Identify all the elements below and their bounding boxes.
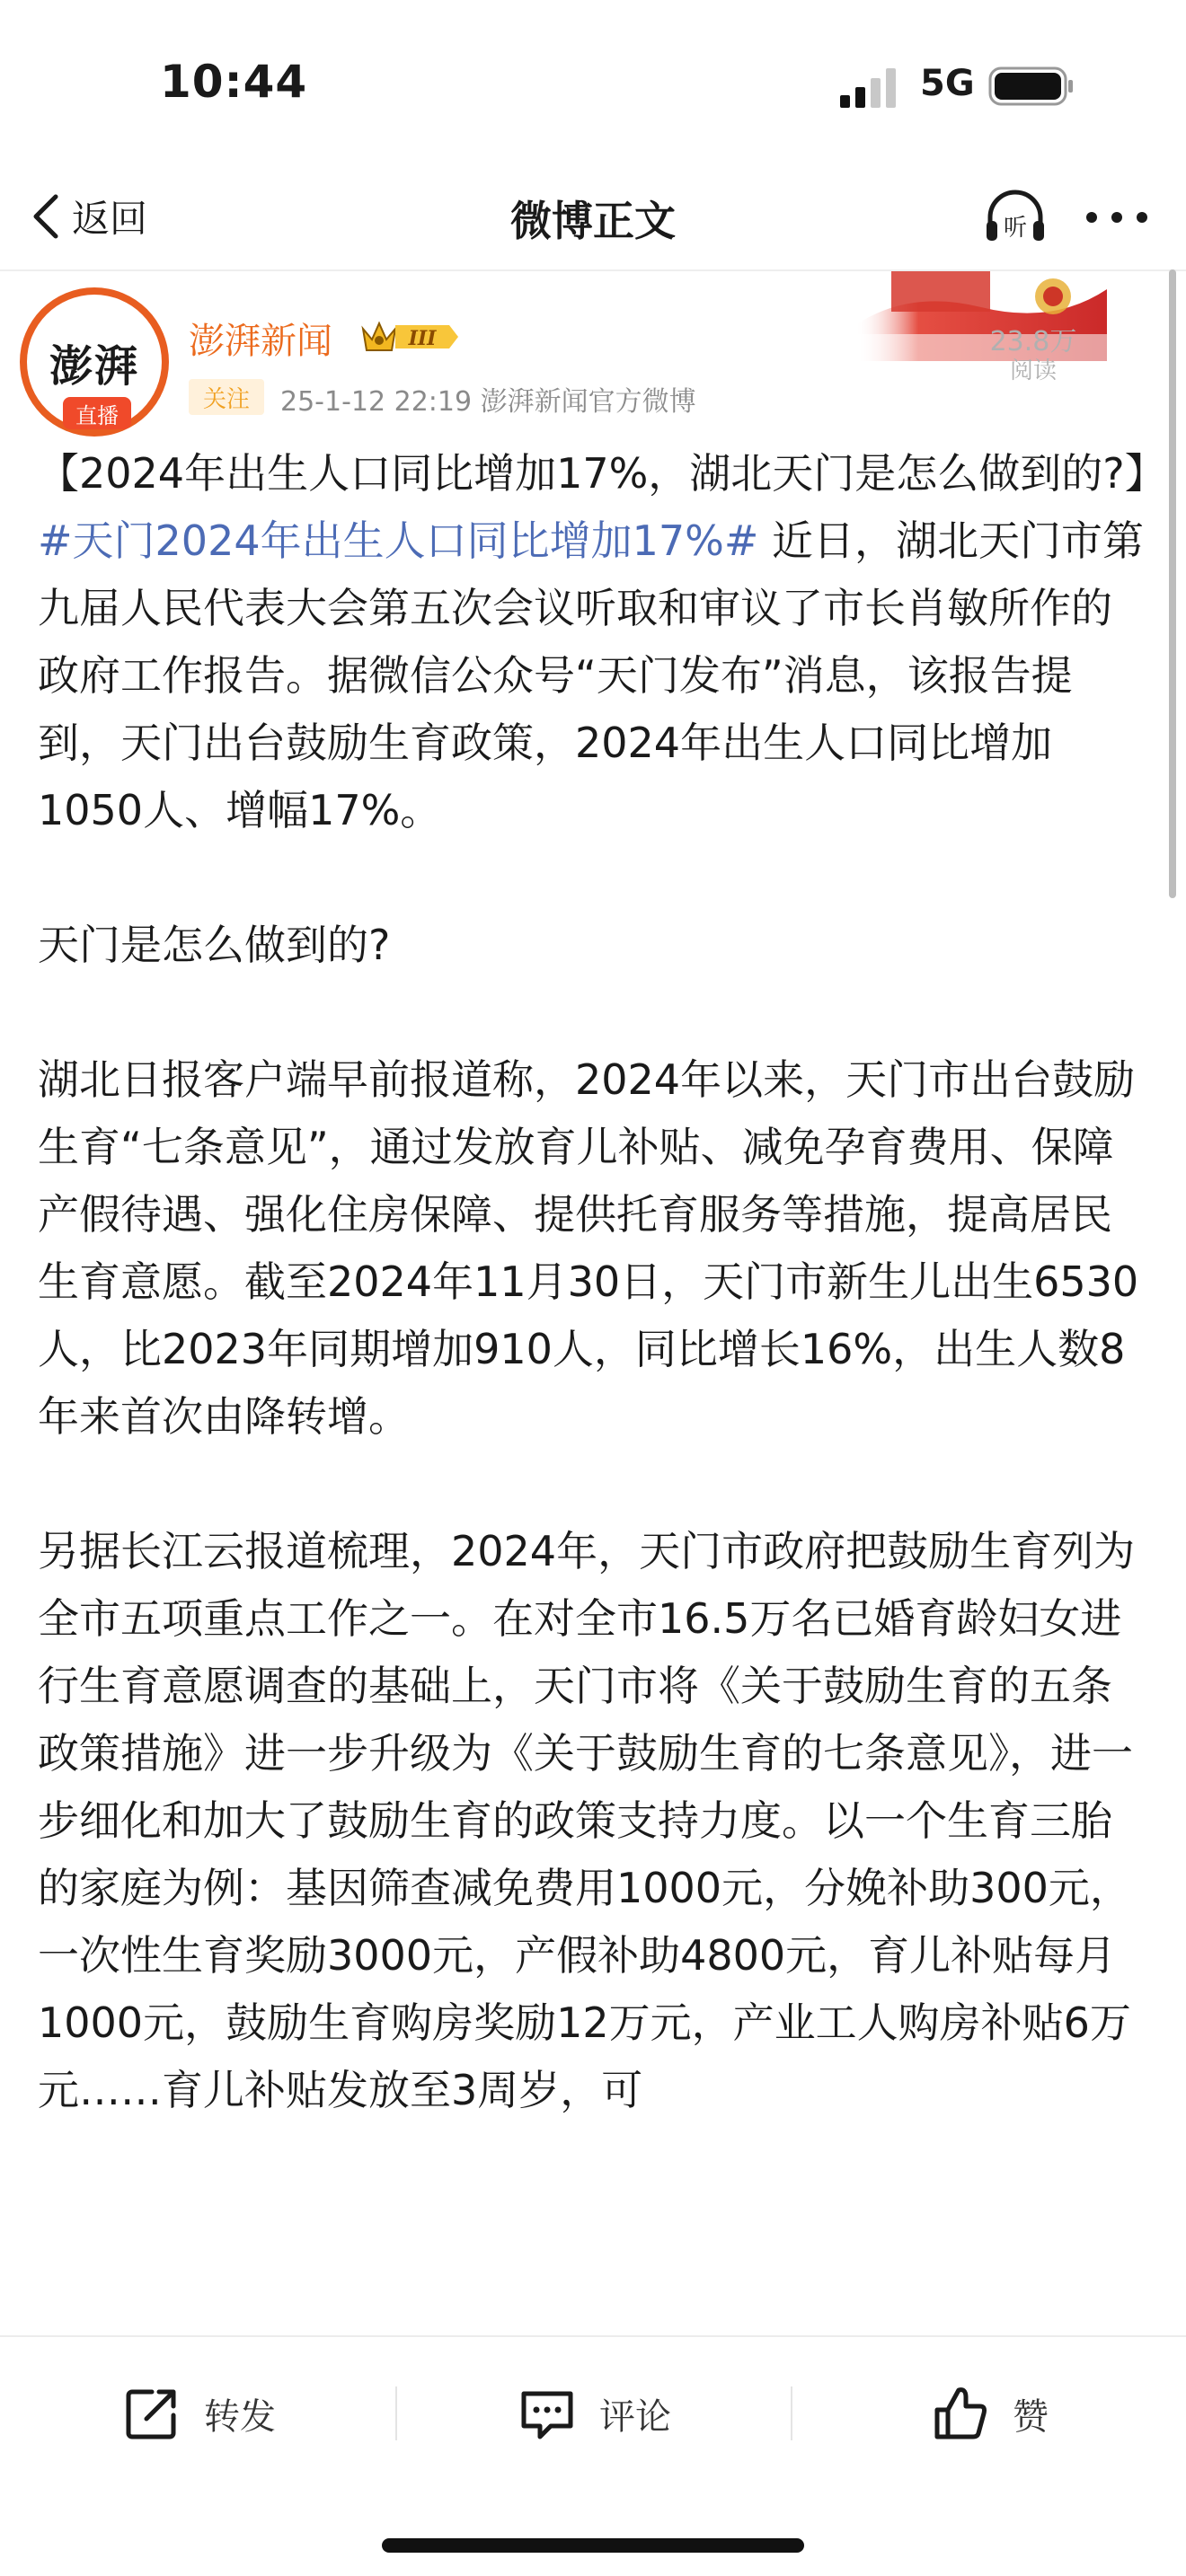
nav-bar (0, 162, 1186, 271)
back-label: 返回 (72, 197, 148, 241)
scrollbar[interactable] (1169, 269, 1176, 898)
comment-button[interactable] (395, 2337, 791, 2490)
post-meta: 25-1-12 22:19 澎湃新闻官方微博 (280, 386, 696, 418)
comment-icon (515, 2381, 580, 2446)
hashtag-link[interactable]: #天门2024年出生人口同比增加17%# (38, 516, 759, 565)
comment-label: 评论 (599, 2395, 671, 2438)
author-name[interactable]: 澎湃新闻 (189, 321, 332, 362)
paragraph-1-body: 近日，湖北天门市第九届人民代表大会第五次会议听取和审议了市长肖敏所作的政府工作报告。据微信公众号“天门发布”消息，该报告提到，天门出台鼓励生育政策，2024年出生人口同比增加1050人、增幅17%。 (38, 516, 1145, 834)
page-title: 微博正文 (510, 197, 676, 245)
action-bar (0, 2335, 1186, 2490)
repost-button[interactable] (0, 2337, 395, 2490)
repost-label: 转发 (204, 2395, 276, 2438)
post-title: 【2024年出生人口同比增加17%，湖北天门是怎么做到的?】 (38, 449, 1166, 498)
read-count: 23.8万 (989, 326, 1077, 357)
listen-button[interactable] (981, 183, 1049, 251)
post-content (38, 440, 1166, 2124)
live-badge[interactable]: 直播 (63, 397, 131, 429)
avatar-logo-text: 澎湃 (49, 340, 139, 392)
paragraph-4: 另据长江云报道梳理，2024年，天门市政府把鼓励生育列为全市五项重点工作之一。在对全市16.5万名已婚育龄妇女进行生育意愿调查的基础上，天门市将《关于鼓励生育的五条政策措施》进一步升级为《关于鼓励生育的七条意见》，进一步细化和加大了鼓励生育的政策支持力度。以一个生育三胎的家庭为例：基因筛查减免费用1000元，分娩补助300元，一次性生育奖励3000元，产假补助4800元，育儿补贴每月1000元，鼓励生育购房奖励12万元，产业工人购房补贴6万元……育儿补贴发放至3周岁，可 (38, 1527, 1136, 2114)
paragraph-3: 湖北日报客户端早前报道称，2024年以来，天门市出台鼓励生育“七条意见”，通过发放育儿补贴、减免孕育费用、保障产假待遇、强化住房保障、提供托育服务等措施，提高居民生育意愿。截至2024年11月30日，天门市新生儿出生6530人，比2023年同期增加910人，同比增长16%，出生人数8年来首次由降转增。 (38, 1055, 1139, 1441)
back-button[interactable] (29, 185, 147, 248)
follow-button[interactable]: 关注 (189, 379, 264, 415)
like-label: 赞 (1013, 2395, 1049, 2438)
paragraph-2: 天门是怎么做到的? (38, 921, 391, 969)
more-dots-icon (1078, 183, 1155, 251)
network-type: 5G (920, 63, 975, 104)
battery-icon (988, 65, 1075, 108)
vip-level: III (408, 327, 437, 350)
home-indicator[interactable] (382, 2538, 804, 2553)
share-icon (119, 2381, 184, 2446)
signal-icon (840, 68, 898, 108)
listen-label: 听 (1003, 215, 1028, 242)
vip-badge (359, 316, 464, 357)
status-bar (0, 0, 1186, 162)
more-button[interactable] (1078, 183, 1155, 251)
status-time: 10:44 (160, 56, 308, 108)
read-label: 阅读 (1009, 357, 1057, 384)
headphones-icon (981, 183, 1049, 251)
paragraph-1 (38, 440, 1166, 844)
chevron-left-icon (29, 191, 65, 242)
thumbs-up-icon (928, 2381, 993, 2446)
like-button[interactable] (791, 2337, 1186, 2490)
